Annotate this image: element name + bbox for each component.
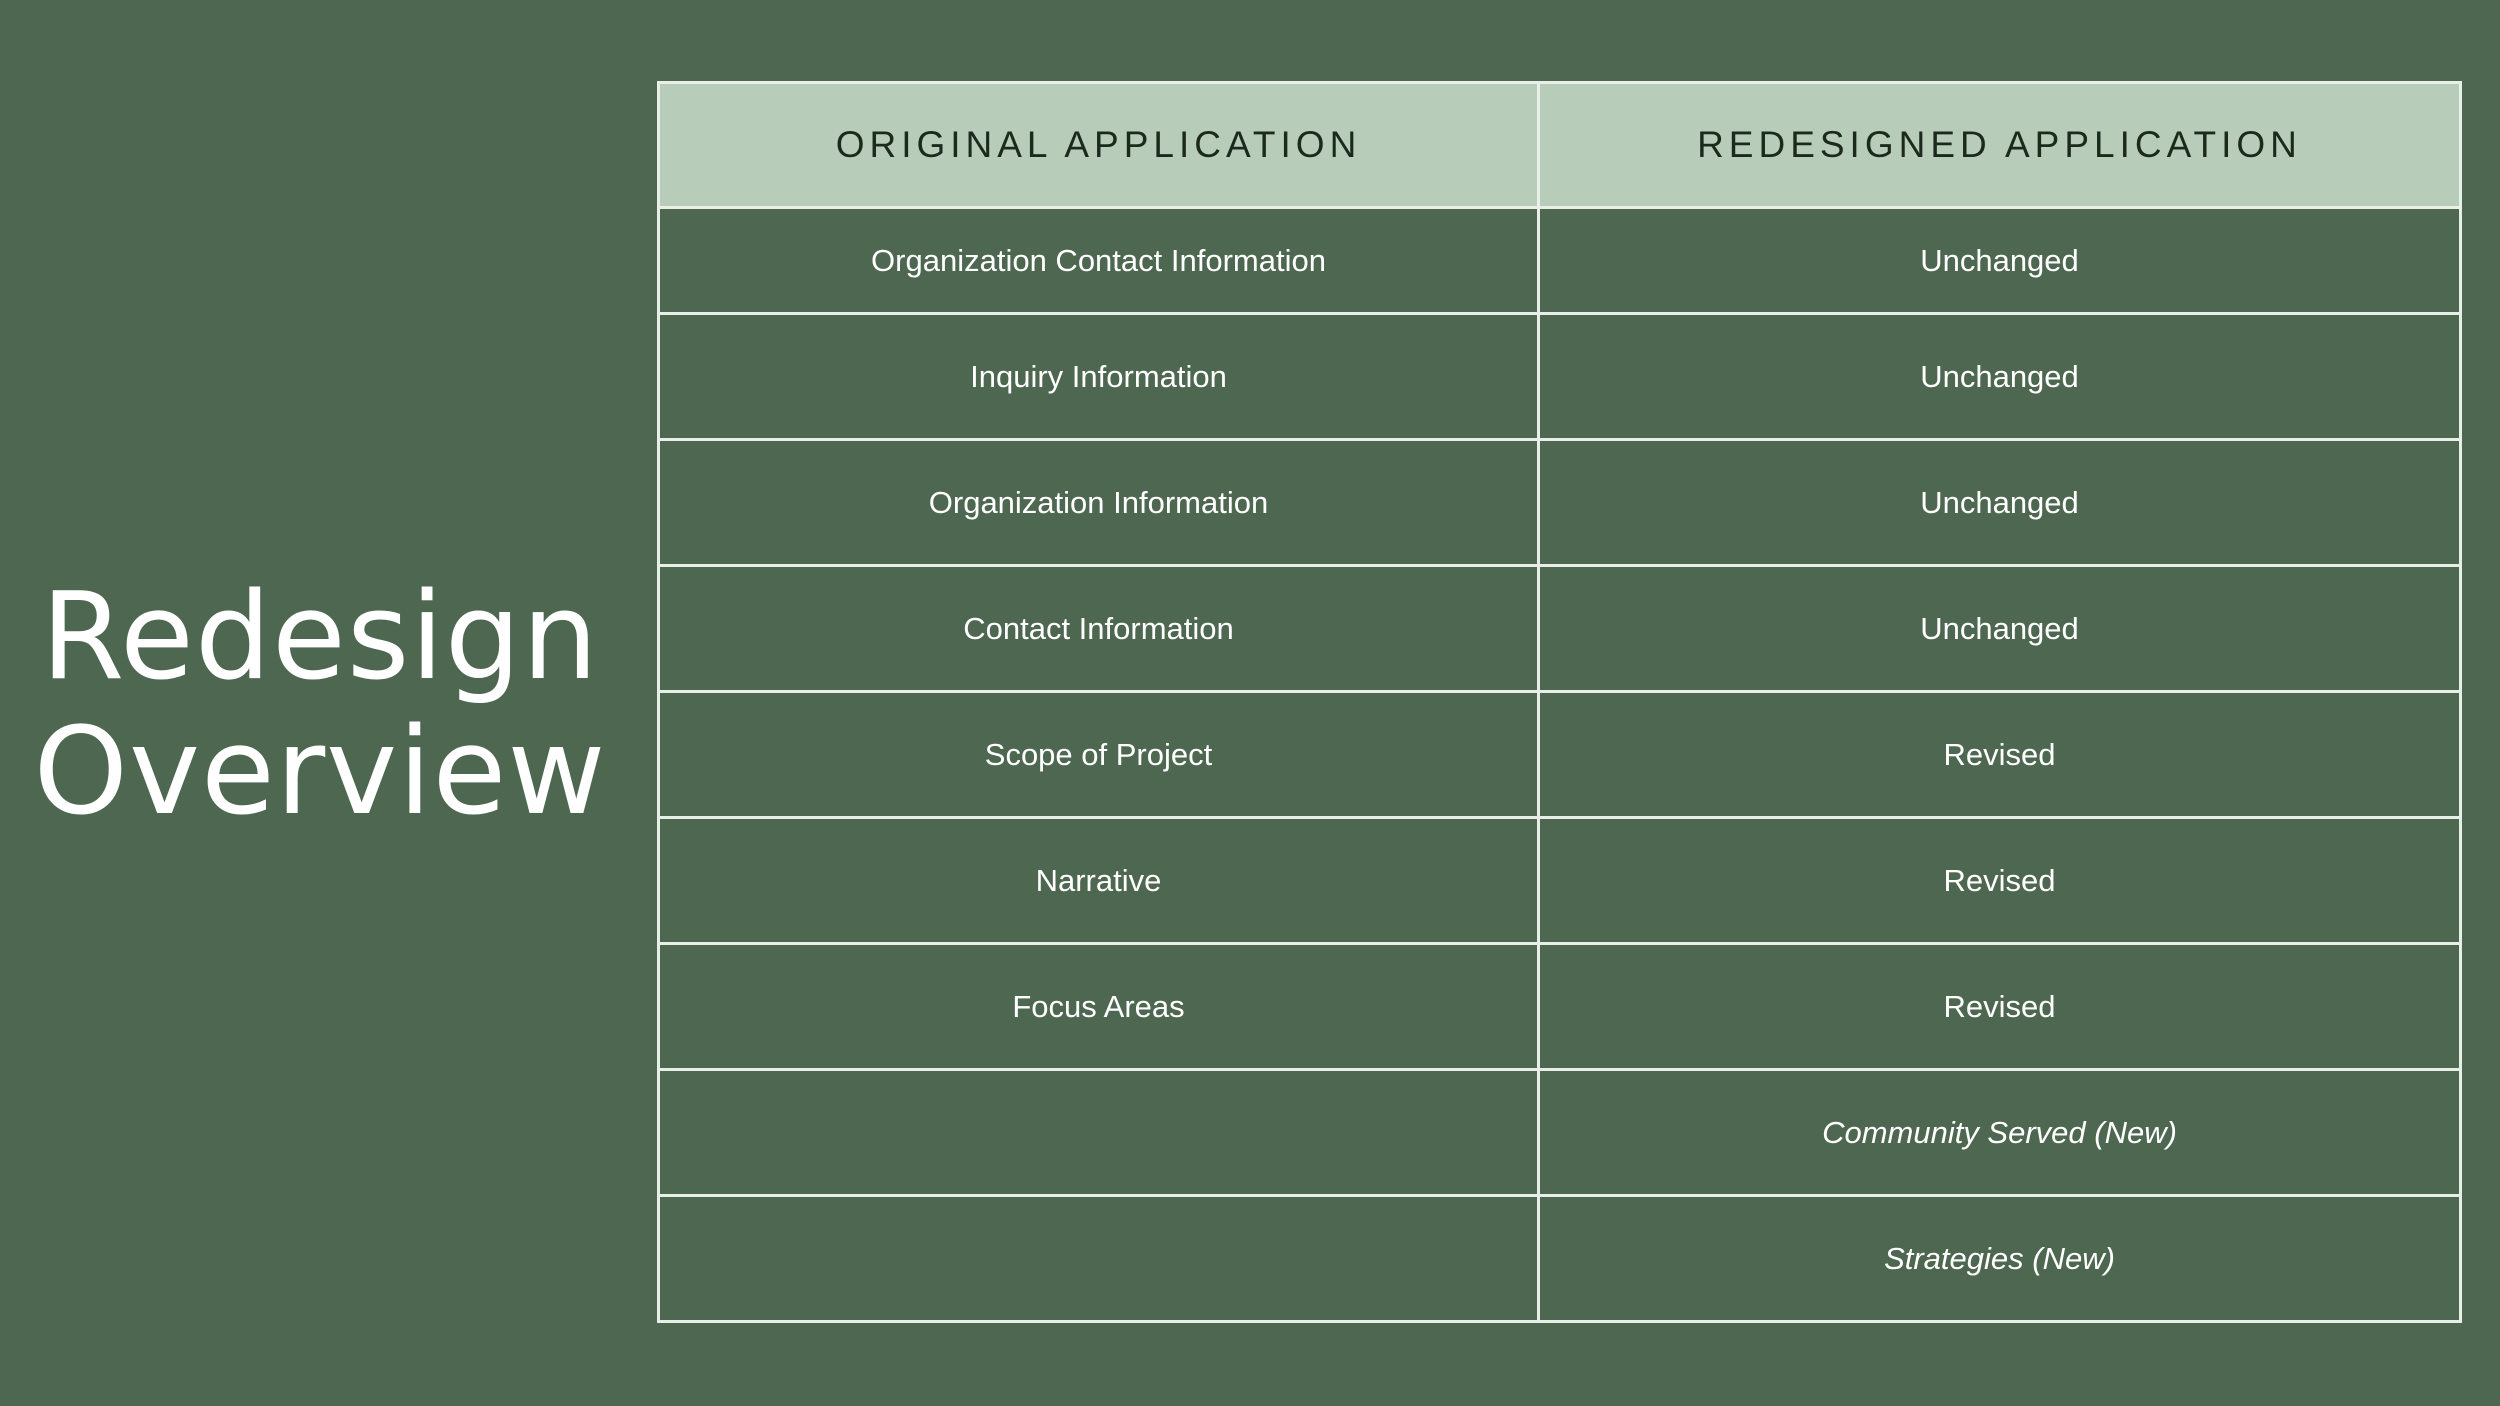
table-row <box>659 944 2461 1070</box>
redesigned-cell-new: Strategies (New) <box>1539 1196 2461 1322</box>
original-cell: Narrative <box>659 818 1539 944</box>
redesigned-cell: Revised <box>1539 692 2461 818</box>
table-row <box>659 566 2461 692</box>
redesigned-cell: Unchanged <box>1539 314 2461 440</box>
table-row <box>659 1070 2461 1196</box>
overview-table <box>657 81 2462 1323</box>
table-row <box>659 208 2461 314</box>
redesigned-cell: Unchanged <box>1539 208 2461 314</box>
original-cell: Contact Information <box>659 566 1539 692</box>
original-cell: Focus Areas <box>659 944 1539 1070</box>
redesigned-cell: Unchanged <box>1539 566 2461 692</box>
table-row <box>659 1196 2461 1322</box>
table-header-row <box>659 83 2461 208</box>
slide-title-line-2: Overview <box>33 703 607 842</box>
redesigned-cell: Unchanged <box>1539 440 2461 566</box>
original-cell <box>659 1070 1539 1196</box>
table-row <box>659 692 2461 818</box>
table-row <box>659 440 2461 566</box>
header-original-application: ORIGINAL APPLICATION <box>659 83 1539 208</box>
original-cell: Scope of Project <box>659 692 1539 818</box>
table-row <box>659 314 2461 440</box>
original-cell: Organization Information <box>659 440 1539 566</box>
original-cell: Inquiry Information <box>659 314 1539 440</box>
table-row <box>659 818 2461 944</box>
slide-title-line-1: Redesign <box>41 568 599 707</box>
original-cell: Organization Contact Information <box>659 208 1539 314</box>
redesigned-cell: Revised <box>1539 944 2461 1070</box>
redesigned-cell-new: Community Served (New) <box>1539 1070 2461 1196</box>
redesigned-cell: Revised <box>1539 818 2461 944</box>
slide-title <box>0 570 640 840</box>
original-cell <box>659 1196 1539 1322</box>
header-redesigned-application: REDESIGNED APPLICATION <box>1539 83 2461 208</box>
